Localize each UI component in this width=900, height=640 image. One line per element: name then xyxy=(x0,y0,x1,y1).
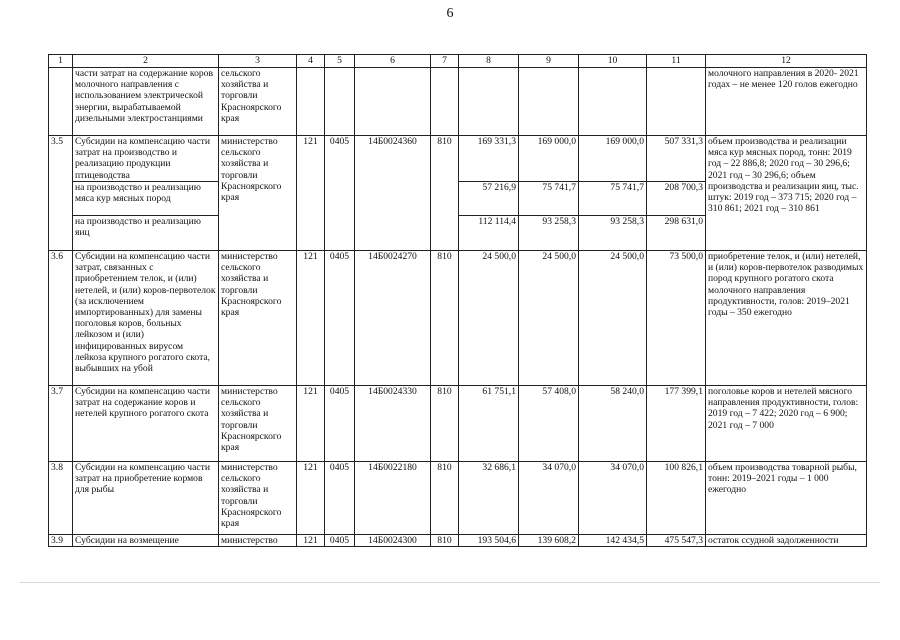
value-total: 208 700,3 xyxy=(647,182,706,216)
row-number: 3.6 xyxy=(49,251,73,386)
row-number: 3.5 xyxy=(49,136,73,251)
rzpr-code: 0405 xyxy=(325,251,355,386)
column-header: 7 xyxy=(431,55,459,68)
value-2019: 57 216,9 xyxy=(459,182,519,216)
value-2019: 169 331,3 xyxy=(459,136,519,182)
result-cell: молочного направления в 2020- 2021 годах – не менее 120 голов ежегодно xyxy=(706,68,867,136)
value-total: 100 826,1 xyxy=(647,462,706,535)
csr-code: 14Б0024270 xyxy=(355,251,431,386)
value-2020: 57 408,0 xyxy=(519,386,579,462)
ministry-cell: министерство сельского хозяйства и торговли Красноярского края xyxy=(219,136,297,251)
column-header: 10 xyxy=(579,55,647,68)
scan-artifact-line xyxy=(20,582,880,583)
column-header: 12 xyxy=(706,55,867,68)
result-cell: поголовье коров и нетелей мясного направления продуктивности, голов: 2019 год – 7 422; 2020 год – 6 900; 2021 год – 7 000 xyxy=(706,386,867,462)
ministry-cell: министерство xyxy=(219,535,297,547)
column-number-row xyxy=(49,55,867,68)
rzpr-code: 0405 xyxy=(325,386,355,462)
table-row xyxy=(49,68,867,136)
value-total: 298 631,0 xyxy=(647,216,706,251)
column-header: 9 xyxy=(519,55,579,68)
csr-code: 14Б0022180 xyxy=(355,462,431,535)
value-2021: 75 741,7 xyxy=(579,182,647,216)
value-total: 73 500,0 xyxy=(647,251,706,386)
value-2020: 75 741,7 xyxy=(519,182,579,216)
measure-subitem: на производство и реализацию мяса кур мясных пород xyxy=(73,182,219,216)
result-cell: объем производства товарной рыбы, тонн: 2019–2021 годы – 1 000 ежегодно xyxy=(706,462,867,535)
value-2020: 169 000,0 xyxy=(519,136,579,182)
vr-code: 810 xyxy=(431,251,459,386)
page-number: 6 xyxy=(446,6,454,21)
value-2020: 139 608,2 xyxy=(519,535,579,547)
row-number: 3.8 xyxy=(49,462,73,535)
ministry-cell: министерство сельского хозяйства и торговли Красноярского края xyxy=(219,251,297,386)
measure-name: Субсидии на компенсацию части затрат на содержание коров и нетелей крупного рогатого скота xyxy=(73,386,219,462)
vr-code: 810 xyxy=(431,535,459,547)
value-total: 507 331,3 xyxy=(647,136,706,182)
column-header: 11 xyxy=(647,55,706,68)
value-2020: 34 070,0 xyxy=(519,462,579,535)
value-2019: 112 114,4 xyxy=(459,216,519,251)
column-header: 8 xyxy=(459,55,519,68)
value-total: 475 547,3 xyxy=(647,535,706,547)
column-header: 1 xyxy=(49,55,73,68)
column-header: 4 xyxy=(297,55,325,68)
rzpr-code: 0405 xyxy=(325,136,355,251)
measure-name: Субсидии на компенсацию части затрат на производство и реализацию продукции птицеводства xyxy=(73,136,219,182)
value-2021: 34 070,0 xyxy=(579,462,647,535)
vr-code: 810 xyxy=(431,386,459,462)
value-2019: 32 686,1 xyxy=(459,462,519,535)
table-row xyxy=(49,535,867,547)
measure-name: Субсидии на компенсацию части затрат на приобретение кормов для рыбы xyxy=(73,462,219,535)
table-row xyxy=(49,251,867,386)
grbs-code: 121 xyxy=(297,535,325,547)
value-2019: 24 500,0 xyxy=(459,251,519,386)
row-number: 3.9 xyxy=(49,535,73,547)
measure-name: части затрат на содержание коров молочного направления с использованием электрической энергии, вырабатываемой дизельными электростанциями xyxy=(73,68,219,136)
csr-code: 14Б0024300 xyxy=(355,535,431,547)
value-2019: 193 504,6 xyxy=(459,535,519,547)
column-header: 3 xyxy=(219,55,297,68)
value-2021: 24 500,0 xyxy=(579,251,647,386)
vr-code: 810 xyxy=(431,462,459,535)
grbs-code: 121 xyxy=(297,136,325,251)
result-cell: остаток ссудной задолженности xyxy=(706,535,867,547)
value-2020: 24 500,0 xyxy=(519,251,579,386)
grbs-code: 121 xyxy=(297,251,325,386)
program-measures-table xyxy=(48,54,867,547)
ministry-cell: сельского хозяйства и торговли Красноярского края xyxy=(219,68,297,136)
ministry-cell: министерство сельского хозяйства и торговли Красноярского края xyxy=(219,462,297,535)
row-number: 3.7 xyxy=(49,386,73,462)
value-2019: 61 751,1 xyxy=(459,386,519,462)
result-cell: приобретение телок, и (или) нетелей, и (или) коров-первотелок разводимых пород крупного рогатого скота молочного направления продуктивности, голов: 2019–2021 годы – 350 ежегодно xyxy=(706,251,867,386)
grbs-code: 121 xyxy=(297,462,325,535)
column-header: 2 xyxy=(73,55,219,68)
value-total: 177 399,1 xyxy=(647,386,706,462)
value-2020: 93 258,3 xyxy=(519,216,579,251)
rzpr-code: 0405 xyxy=(325,462,355,535)
table-row xyxy=(49,462,867,535)
column-header: 5 xyxy=(325,55,355,68)
value-2021: 58 240,0 xyxy=(579,386,647,462)
grbs-code: 121 xyxy=(297,386,325,462)
vr-code: 810 xyxy=(431,136,459,251)
table-row xyxy=(49,136,867,182)
table-row xyxy=(49,386,867,462)
rzpr-code: 0405 xyxy=(325,535,355,547)
measure-name: Субсидии на возмещение xyxy=(73,535,219,547)
csr-code: 14Б0024360 xyxy=(355,136,431,251)
column-header: 6 xyxy=(355,55,431,68)
value-2021: 93 258,3 xyxy=(579,216,647,251)
value-2021: 169 000,0 xyxy=(579,136,647,182)
measure-subitem: на производство и реализацию яиц xyxy=(73,216,219,251)
ministry-cell: министерство сельского хозяйства и торговли Красноярского края xyxy=(219,386,297,462)
result-cell: объем производства и реализации мяса кур мясных пород, тонн: 2019 год – 22 886,8; 2020 год – 30 296,6; 2021 год – 30 296,6; объем производства и реализации яиц, тыс. штук: 2019 год – 373 715; 2020 год – 310 861; 2021 год – 310 861 xyxy=(706,136,867,251)
measure-name: Субсидии на компенсацию части затрат, связанных с приобретением телок, и (или) нетелей, и (или) коров-первотелок (за исключением импортированных) для замены поголовья коров, больных лейкозом и (или) инфицированных вирусом лейкоза крупного рогатого скота, выбывших на убой xyxy=(73,251,219,386)
value-2021: 142 434,5 xyxy=(579,535,647,547)
csr-code: 14Б0024330 xyxy=(355,386,431,462)
